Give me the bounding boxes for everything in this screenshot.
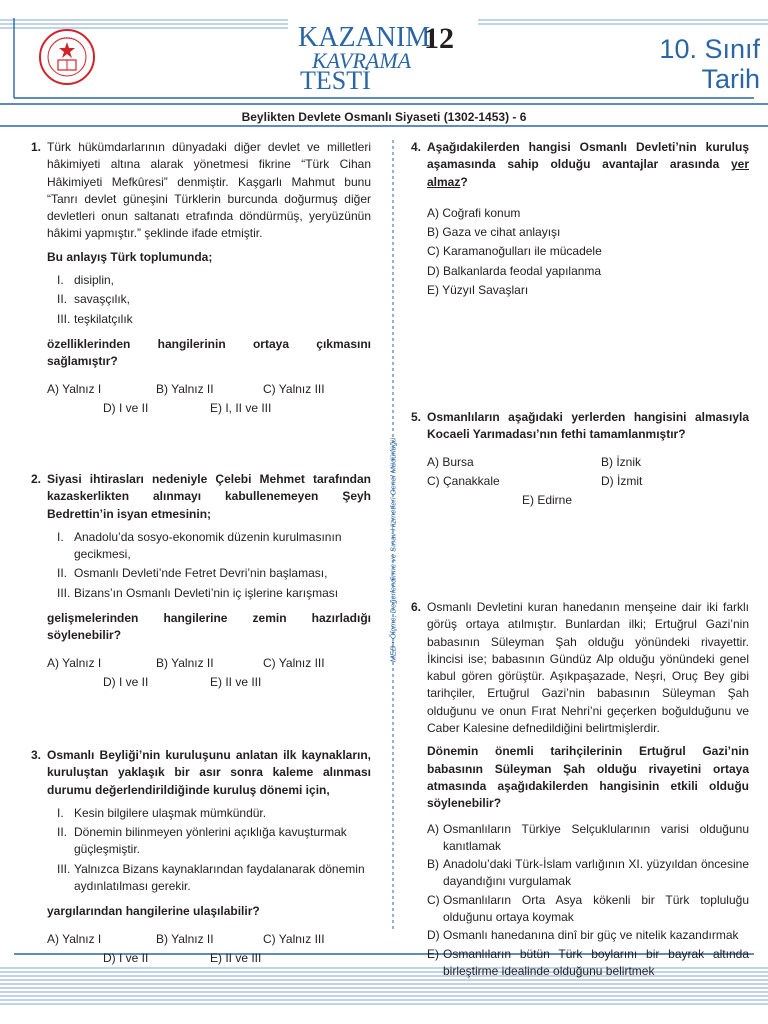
question-stem: Türk hükümdarlarının dünyadaki diğer devlet ve milletleri hâkimiyeti altına alarak yönetmesi fikrine “Türk Cihan Hâkimiyeti Mefkûresi” denmiştir. Kaşgarlı Mahmut bunu “Tanrı devlet güneşini Türklerin burcunda doğurmuş diğer devletleri onun saltanatı etrafında döndürmüş, yeryüzünün hâkimi yapmıştır.” şeklinde ifade etmiştir. — [47, 140, 371, 241]
option-c[interactable]: C) Yalnız III — [263, 655, 325, 670]
option-c[interactable]: C) Karamanoğulları ile mücadele — [427, 244, 602, 259]
question-stem: Osmanlı Devletini kuran hanedanın menşeine dair iki farklı görüş ortaya atılmıştır. Bunlardan ilki; Ertuğrul Gazi’nin babasının Süleyman Şah olduğu yönündeki rivayettir. İkincisi ise; babasının Gündüz Alp olduğu yönündeki genel kabul gören görüştür. Aşıkpaşazade, Neşri, Oruç Bey gibi tarihçiler, Ertuğrul Gazi’nin babasının Süleyman Şah olduğunu ve onun Fırat Nehri’ni geçerken boğulduğunu ve Caber Kalesine defnedildiğini belirtmişlerdir. — [427, 600, 749, 736]
question-ask: Dönemin önemli tarihçilerinin Ertuğrul Gazi’nin babasının Süleyman Şah olduğu rivayetini ortaya atmasında aşağıdakilerden hangisinin etkili olduğu söylenebilir? — [427, 744, 749, 811]
question-number: 6. — [411, 600, 422, 614]
option-b[interactable]: B) Yalnız II — [156, 381, 214, 396]
question-stem: Aşağıdakilerden hangisi Osmanlı Devleti’nin kuruluş aşamasında sahip olduğu avantajlar arasında yer almaz? — [427, 140, 749, 189]
brand-line-3: TESTİ — [300, 66, 371, 95]
answer-options — [427, 205, 749, 299]
question-ask: gelişmelerinden hangilerine zemin hazırladığı söylenebilir? — [47, 611, 371, 643]
option-c[interactable]: C) Çanakkale — [427, 473, 500, 488]
brand-logo — [298, 20, 468, 95]
statement-item: II. savaşçılık, — [57, 292, 131, 307]
question-number: 4. — [411, 140, 422, 154]
brand-line-1: KAZANIM — [298, 22, 431, 53]
option-b[interactable]: B) Yalnız II — [156, 655, 214, 670]
question-4 — [411, 139, 749, 301]
brand-line-2: KAVRAMA — [312, 48, 412, 73]
statement-item: I. Kesin bilgilere ulaşmak mümkündür. — [57, 805, 267, 820]
answer-options — [47, 655, 371, 695]
option-a[interactable]: A) Yalnız I — [47, 931, 102, 946]
option-a[interactable]: A) Osmanlıların Türkiye Selçuklularının varisi olduğunu kanıtlamak — [427, 821, 749, 853]
answer-options — [47, 381, 371, 421]
answer-options — [427, 821, 749, 981]
option-d[interactable]: D) I ve II — [103, 400, 149, 415]
option-e[interactable]: E) Yüzyıl Savaşları — [427, 283, 529, 298]
question-6 — [411, 599, 749, 981]
page-title: Beylikten Devlete Osmanlı Siyaseti (1302-1453) - 6 — [241, 110, 527, 124]
question-1 — [31, 139, 371, 421]
subject-label: Tarih — [701, 64, 760, 94]
answer-options — [427, 454, 749, 512]
question-number: 1. — [31, 140, 42, 154]
option-e[interactable]: E) Osmanlıların bütün Türk boylarını bir bayrak altında birleştirme idealinde olduğunu belirtmek — [427, 946, 749, 978]
option-c[interactable]: C) Osmanlıların Orta Asya kökenli bir Türk topluluğu olduğunu ortaya koymak — [427, 892, 749, 925]
question-number: 5. — [411, 410, 422, 424]
option-a[interactable]: A) Yalnız I — [47, 381, 102, 396]
answer-options — [47, 931, 371, 971]
option-d[interactable]: D) İzmit — [601, 473, 643, 488]
option-c[interactable]: C) Yalnız III — [263, 381, 325, 396]
grade-label: 10. Sınıf — [659, 34, 760, 64]
option-e[interactable]: E) I, II ve III — [210, 400, 272, 415]
side-footer-text: MEB • Ölçme, Değerlendirme ve Sınav Hizmetleri Genel Müdürlüğü — [388, 437, 398, 663]
ministry-seal-logo — [38, 28, 96, 86]
statement-item: I. disiplin, — [57, 273, 115, 288]
option-b[interactable]: B) İznik — [601, 454, 642, 469]
option-d[interactable]: D) Osmanlı hanedanına dinî bir güç ve nitelik kazandırmak — [427, 928, 739, 943]
question-ask: özelliklerinden hangilerinin ortaya çıkmasını sağlamıştır? — [47, 336, 371, 369]
question-stem: Siyasi ihtirasları nedeniyle Çelebi Mehmet tarafından kazaskerlikten alınmayı kabullenemeyen Şeyh Bedrettin’in isyan etmesinin; — [47, 472, 371, 521]
option-b[interactable]: B) Gaza ve cihat anlayışı — [427, 225, 561, 240]
option-a[interactable]: A) Yalnız I — [47, 655, 102, 670]
question-stem: Osmanlıların aşağıdaki yerlerden hangisini almasıyla Kocaeli Yarımadası’nın fethi tamamlanmıştır? — [427, 410, 749, 442]
statement-item: III. teşkilatçılık — [57, 311, 133, 326]
option-b[interactable]: B) Yalnız II — [156, 931, 214, 946]
question-stem: Osmanlı Beyliği’nin kuruluşunu anlatan ilk kaynakların, kuruluştan yaklaşık bir asır sonra kaleme alınması durumu değerlendirildiğinde kuruluş dönemi için, — [47, 748, 371, 797]
side-footer — [388, 380, 398, 720]
statement-item: II. Osmanlı Devleti’nde Fetret Devri’nin başlaması, — [57, 566, 328, 581]
question-2 — [31, 471, 371, 695]
option-d[interactable]: D) I ve II — [103, 950, 149, 965]
question-ask: yargılarından hangilerine ulaşılabilir? — [47, 904, 260, 919]
statement-item: III. Yalnızca Bizans kaynaklarından faydalanarak dönemin aydınlatılması gerekir. — [57, 861, 365, 894]
test-number: 12 — [424, 22, 454, 55]
option-b[interactable]: B) Anadolu’daki Türk-İslam varlığının XI. yüzyıldan öncesine dayandığını vurgulamak — [427, 857, 749, 889]
question-3 — [31, 747, 371, 971]
question-5 — [411, 409, 749, 512]
option-d[interactable]: D) I ve II — [103, 674, 149, 689]
option-e[interactable]: E) II ve III — [210, 950, 262, 965]
option-e[interactable]: E) II ve III — [210, 674, 262, 689]
question-number: 3. — [31, 748, 42, 762]
question-number: 2. — [31, 472, 42, 486]
option-d[interactable]: D) Balkanlarda feodal yapılanma — [427, 263, 602, 278]
option-c[interactable]: C) Yalnız III — [263, 931, 325, 946]
negation-emphasis: yer almaz — [427, 157, 749, 189]
statement-item: III. Bizans’ın Osmanlı Devleti’nin iç işlerine karışması — [57, 585, 339, 600]
statement-item: I. Anadolu’da sosyo-ekonomik düzenin kurulmasının gecikmesi, — [57, 529, 342, 562]
option-e[interactable]: E) Edirne — [522, 492, 573, 507]
option-a[interactable]: A) Coğrafi konum — [427, 205, 521, 220]
question-sub: Bu anlayış Türk toplumunda; — [47, 249, 213, 264]
statement-item: II. Dönemin bilinmeyen yönlerini açıklığa kavuşturmak güçleşmiştir. — [57, 825, 347, 857]
option-a[interactable]: A) Bursa — [427, 454, 474, 469]
